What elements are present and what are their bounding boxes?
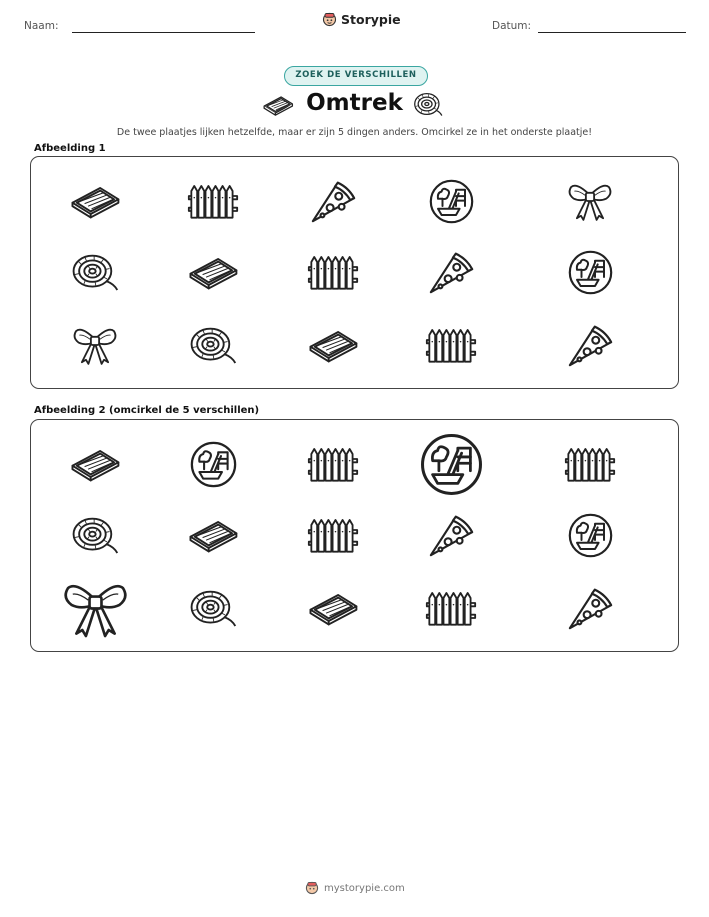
bow-icon — [72, 324, 118, 366]
tray-icon[interactable] — [69, 446, 121, 482]
pizza-icon — [427, 248, 475, 296]
rope-icon — [71, 252, 119, 292]
section1-label: Afbeelding 1 — [34, 143, 106, 154]
brand-logo — [322, 12, 401, 27]
pizza-icon — [566, 321, 614, 369]
page-title: Omtrek — [306, 90, 403, 116]
date-label: Datum: — [492, 20, 532, 32]
instructions-text: De twee plaatjes lijken hetzelfde, maar er zijn 5 dingen anders. Omcirkel ze in het onderste plaatje! — [116, 127, 593, 138]
tray-icon — [187, 254, 239, 290]
tray-icon — [307, 327, 359, 363]
tray-icon[interactable] — [187, 517, 239, 553]
fence-icon[interactable] — [307, 444, 359, 484]
section2-label: Afbeelding 2 (omcirkel de 5 verschillen) — [34, 405, 260, 416]
fence-icon[interactable] — [425, 588, 477, 628]
brand-name: Storypie — [341, 12, 401, 27]
tray-icon — [69, 183, 121, 219]
date-field-line[interactable] — [538, 32, 686, 33]
bow-icon[interactable] — [62, 578, 129, 639]
fence-icon — [425, 325, 477, 365]
picture1-panel — [30, 156, 679, 389]
footer — [305, 881, 405, 895]
playground-icon[interactable] — [420, 433, 483, 496]
storypie-mascot-icon — [305, 881, 319, 895]
rope-icon — [413, 91, 443, 121]
tray-icon[interactable] — [307, 590, 359, 626]
name-label: Naam: — [24, 20, 59, 32]
pizza-icon[interactable] — [566, 584, 614, 632]
worksheet-badge: ZOEK DE VERSCHILLEN — [284, 66, 428, 86]
fence-icon[interactable] — [564, 444, 616, 484]
name-field-line[interactable] — [72, 32, 255, 33]
rope-icon[interactable] — [189, 588, 237, 628]
storypie-mascot-icon — [322, 12, 337, 27]
rope-icon — [189, 325, 237, 365]
playground-icon[interactable] — [190, 441, 237, 488]
fence-icon — [187, 181, 239, 221]
playground-icon — [568, 250, 613, 295]
rope-icon[interactable] — [71, 515, 119, 555]
pizza-icon — [309, 177, 357, 225]
playground-icon[interactable] — [568, 513, 613, 558]
fence-icon — [307, 252, 359, 292]
pizza-icon[interactable] — [427, 511, 475, 559]
footer-url: mystorypie.com — [324, 882, 405, 894]
picture2-panel[interactable] — [30, 419, 679, 652]
playground-icon — [429, 179, 474, 224]
bow-icon — [567, 180, 613, 222]
fence-icon[interactable] — [307, 515, 359, 555]
